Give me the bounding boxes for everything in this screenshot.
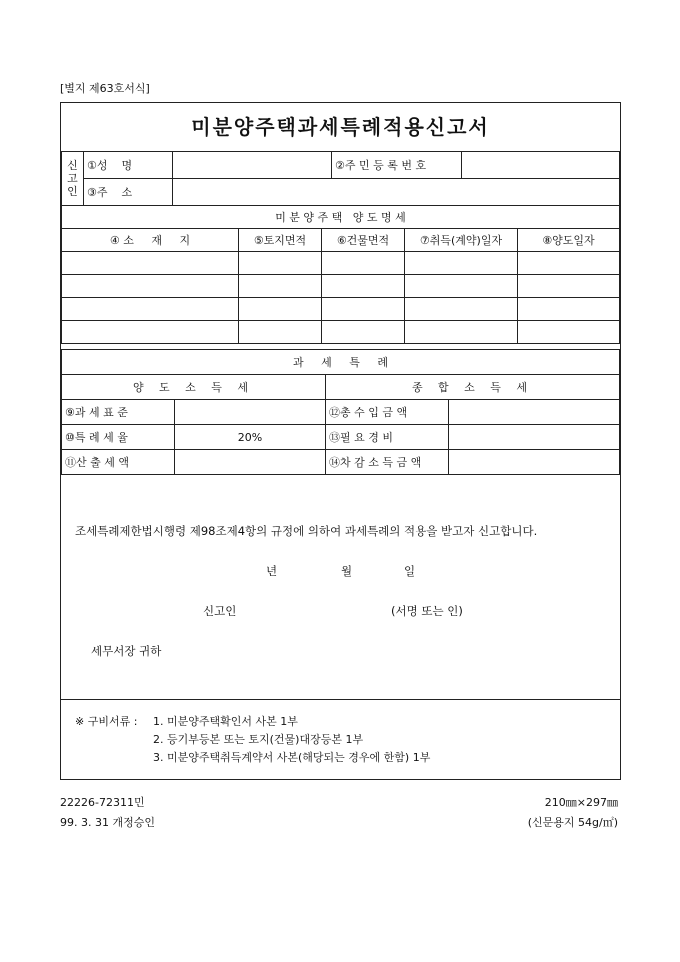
gross-income-value[interactable]	[449, 400, 620, 425]
name-label: ①성 명	[84, 152, 173, 179]
location-cell[interactable]	[62, 298, 239, 321]
applicant-signature-label: 신고인	[203, 604, 237, 618]
transfer-date-cell[interactable]	[518, 252, 620, 275]
section-char: 고	[67, 172, 78, 185]
section-char: 인	[67, 185, 78, 198]
tax-special-table	[61, 349, 620, 475]
special-rate-label: ⑩특 례 세 율	[62, 425, 175, 450]
col-land-area: ⑤토지면적	[239, 229, 322, 252]
declaration-text: 조세특례제한법시행령 제98조제4항의 규정에 의하여 과세특례의 적용을 받고자 신고합니다.	[75, 524, 538, 538]
table-row	[62, 321, 620, 344]
name-field[interactable]	[173, 152, 332, 179]
capital-gains-heading: 양 도 소 득 세	[62, 375, 326, 400]
income-tax-heading: 종 합 소 득 세	[326, 375, 620, 400]
addressee: 세무서장 귀하	[91, 644, 162, 658]
acquisition-date-cell[interactable]	[405, 275, 518, 298]
transfer-date-cell[interactable]	[518, 275, 620, 298]
col-acquisition-date: ⑦취득(계약)일자	[405, 229, 518, 252]
report-form	[60, 102, 621, 780]
transfer-date-cell[interactable]	[518, 321, 620, 344]
year-label: 년	[266, 564, 278, 578]
section-char: 신	[67, 159, 78, 172]
gross-income-label: ⑫총 수 입 금 액	[326, 400, 449, 425]
special-rate-value[interactable]: 20%	[175, 425, 326, 450]
land-area-cell[interactable]	[239, 298, 322, 321]
land-area-cell[interactable]	[239, 252, 322, 275]
id-number-field[interactable]	[462, 152, 620, 179]
col-location: ④ 소 재 지	[62, 229, 239, 252]
attachments-prefix: ※ 구비서류 :	[75, 715, 138, 728]
location-cell[interactable]	[62, 252, 239, 275]
transfer-date-cell[interactable]	[518, 298, 620, 321]
transfer-detail-table	[61, 205, 620, 344]
month-label: 월	[341, 564, 353, 578]
location-cell[interactable]	[62, 321, 239, 344]
computed-tax-value[interactable]	[175, 450, 326, 475]
acquisition-date-cell[interactable]	[405, 252, 518, 275]
address-field[interactable]	[173, 179, 620, 206]
necessary-expense-value[interactable]	[449, 425, 620, 450]
form-label: [별지 제63호서식]	[60, 82, 150, 95]
attachments-section	[61, 699, 620, 779]
attachment-item: 2. 등기부등본 또는 토지(건물)대장등본 1부	[153, 733, 364, 746]
detail-heading: 미 분 양 주 택 양 도 명 세	[62, 206, 620, 229]
col-transfer-date: ⑧양도일자	[518, 229, 620, 252]
table-row	[62, 298, 620, 321]
land-area-cell[interactable]	[239, 275, 322, 298]
tax-base-label: ⑨과 세 표 준	[62, 400, 175, 425]
applicant-section-label	[62, 152, 84, 206]
paper-type: (신문용지 54g/㎡)	[527, 816, 618, 829]
table-row	[62, 252, 620, 275]
attachment-item: 3. 미분양주택취득계약서 사본(해당되는 경우에 한함) 1부	[153, 751, 431, 764]
tax-heading: 과 세 특 례	[62, 350, 620, 375]
building-area-cell[interactable]	[322, 321, 405, 344]
day-label: 일	[404, 564, 416, 578]
building-area-cell[interactable]	[322, 275, 405, 298]
necessary-expense-label: ⑬필 요 경 비	[326, 425, 449, 450]
signature-note[interactable]: (서명 또는 인)	[391, 604, 463, 618]
net-income-label: ⑭차 감 소 득 금 액	[326, 450, 449, 475]
table-row	[62, 275, 620, 298]
form-number: 22226-72311민	[60, 796, 145, 809]
applicant-table	[61, 151, 620, 206]
col-building-area: ⑥건물면적	[322, 229, 405, 252]
id-number-label: ②주 민 등 록 번 호	[332, 152, 462, 179]
acquisition-date-cell[interactable]	[405, 298, 518, 321]
building-area-cell[interactable]	[322, 298, 405, 321]
acquisition-date-cell[interactable]	[405, 321, 518, 344]
approval-note: 99. 3. 31 개정승인	[60, 816, 155, 829]
attachment-item: 1. 미분양주택확인서 사본 1부	[153, 715, 298, 728]
land-area-cell[interactable]	[239, 321, 322, 344]
net-income-value[interactable]	[449, 450, 620, 475]
form-title: 미분양주택과세특례적용신고서	[61, 103, 620, 152]
paper-size: 210㎜×297㎜	[544, 796, 618, 809]
building-area-cell[interactable]	[322, 252, 405, 275]
address-label: ③주 소	[84, 179, 173, 206]
location-cell[interactable]	[62, 275, 239, 298]
tax-base-value[interactable]	[175, 400, 326, 425]
declaration-section	[61, 477, 620, 700]
computed-tax-label: ⑪산 출 세 액	[62, 450, 175, 475]
